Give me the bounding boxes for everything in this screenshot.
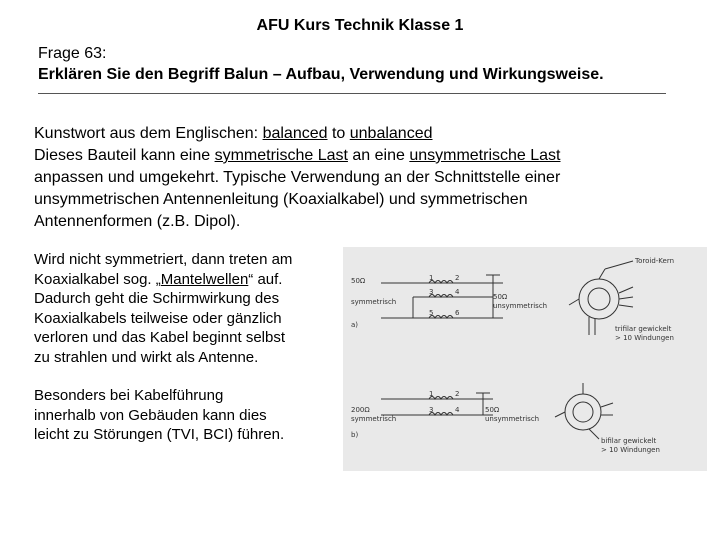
text-line: innerhalb von Gebäuden kann dies xyxy=(34,406,267,424)
diagram-a-left-impedance: 50Ω xyxy=(351,277,366,285)
diagram-b-left-impedance: 200Ω xyxy=(351,406,370,414)
text-line: Antennenformen (z.B. Dipol). xyxy=(34,213,241,230)
diagram-b-left-type: symmetrisch xyxy=(351,415,397,423)
svg-text:2: 2 xyxy=(455,390,460,398)
diagram-a-sublabel: a) xyxy=(351,321,359,329)
paragraph-sheath-waves xyxy=(34,250,344,367)
term-balanced: balanced xyxy=(262,125,328,142)
text-line: anpassen und umgekehrt. Typische Verwendung an der Schnittstelle einer xyxy=(34,169,561,186)
diagram-a-winding-count: > 10 Windungen xyxy=(615,334,674,342)
text-line: Koaxialkabels teilweise oder gänzlich xyxy=(34,309,282,327)
balun-schematics xyxy=(343,247,707,471)
text-line: Besonders bei Kabelführung xyxy=(34,387,224,404)
divider xyxy=(38,93,666,94)
question-block xyxy=(38,43,604,85)
svg-text:5: 5 xyxy=(429,309,434,317)
diagram-a-right-impedance: 50Ω xyxy=(493,293,508,301)
text-line: zu strahlen und wirkt als Antenne. xyxy=(34,348,259,366)
svg-text:3: 3 xyxy=(429,406,434,414)
diagram-a-winding-type: trifilar gewickelt xyxy=(615,325,672,333)
diagram-b-winding-count: > 10 Windungen xyxy=(601,446,660,454)
term-symmetric-load: symmetrische Last xyxy=(214,147,348,164)
text-line: unsymmetrischen Antennenleitung (Koaxialkabel) und symmetrischen xyxy=(34,191,528,208)
balun-diagram-scan xyxy=(343,247,707,471)
term-asymmetric-load: unsymmetrische Last xyxy=(409,147,561,164)
text-line: Wird nicht symmetriert, dann treten am xyxy=(34,251,293,268)
slide-title: AFU Kurs Technik Klasse 1 xyxy=(256,17,464,34)
diagram-b-sublabel: b) xyxy=(351,431,359,439)
svg-text:1: 1 xyxy=(429,274,434,282)
diagram-b-right-type: unsymmetrisch xyxy=(485,415,540,423)
svg-text:2: 2 xyxy=(455,274,460,282)
text-line: Koaxialkabel sog. „Mantelwellen“ auf. xyxy=(34,270,283,288)
svg-text:6: 6 xyxy=(455,309,460,317)
diagram-a-right-type: unsymmetrisch xyxy=(493,302,548,310)
text-line: Dadurch geht die Schirmwirkung des xyxy=(34,290,280,307)
text-line: Dieses Bauteil kann eine symmetrische Last an eine unsymmetrische Last xyxy=(34,147,561,164)
question-text: Erklären Sie den Begriff Balun – Aufbau, Verwendung und Wirkungsweise. xyxy=(38,66,604,83)
diagram-a-core-label: Toroid-Kern xyxy=(635,257,675,265)
text-line: leicht zu Störungen (TVI, BCI) führen. xyxy=(34,426,285,443)
svg-text:3: 3 xyxy=(429,288,434,296)
term-unbalanced: unbalanced xyxy=(349,125,433,142)
text-line: verloren und das Kabel beginnt selbst xyxy=(34,329,286,346)
paragraph-interference xyxy=(34,386,334,445)
svg-text:4: 4 xyxy=(455,288,460,296)
paragraph-definition xyxy=(34,123,674,233)
diagram-a-left-type: symmetrisch xyxy=(351,298,397,306)
question-number: Frage 63: xyxy=(38,45,107,62)
diagram-b-right-impedance: 50Ω xyxy=(485,406,500,414)
svg-text:4: 4 xyxy=(455,406,460,414)
term-sheath-waves: Mantelwellen xyxy=(160,270,249,288)
diagram-b-winding-type: bifilar gewickelt xyxy=(601,437,657,445)
svg-text:1: 1 xyxy=(429,390,434,398)
text-line: Kunstwort aus dem Englischen: balanced to unbalanced xyxy=(34,125,433,142)
